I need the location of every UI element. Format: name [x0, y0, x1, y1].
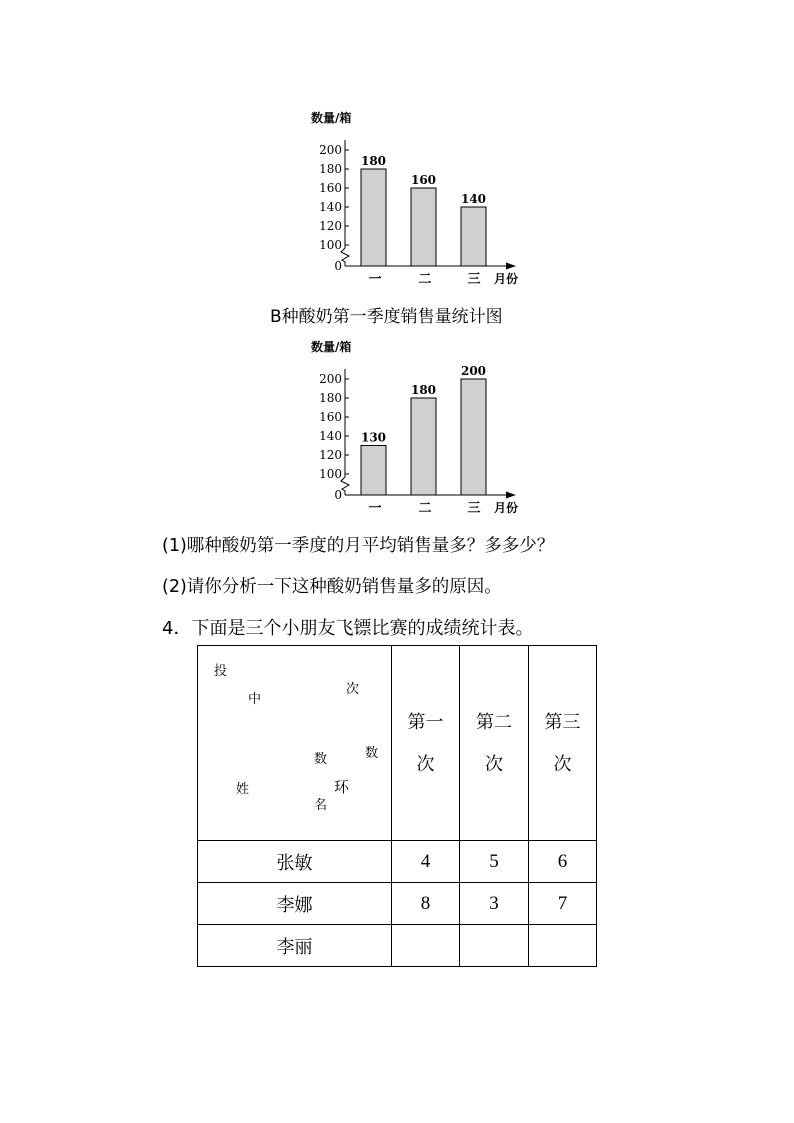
score-table [197, 645, 597, 967]
bar [461, 379, 486, 495]
header-2-line2: 次 [485, 754, 503, 775]
data-label: 200 [460, 364, 487, 378]
score-cell-empty [460, 925, 529, 967]
corner-label-shu2: 数 [365, 746, 379, 761]
y-tick-label: 200 [319, 372, 342, 386]
header-2-line1: 第二 [476, 712, 512, 733]
header-1-line1: 第一 [407, 712, 444, 733]
y-tick-label: 120 [319, 219, 342, 233]
header-1-line2: 次 [416, 754, 435, 775]
x-axis-arrow [506, 492, 516, 499]
y-axis-label: 数量/箱 [311, 340, 352, 354]
y-tick-label: 160 [319, 410, 342, 424]
corner-label-huan: 环 [334, 778, 350, 796]
table-row [198, 925, 597, 967]
bar [411, 398, 436, 495]
question-2: (2)请你分析一下这种酸奶销售量多的原因。 [162, 577, 502, 597]
data-label: 130 [360, 430, 387, 445]
x-axis-label: 月份 [494, 272, 519, 286]
name-cell: 张敏 [198, 841, 392, 883]
chart-b [0, 0, 794, 530]
name-cell: 李娜 [198, 883, 392, 925]
bar [361, 446, 386, 496]
y-tick-label: 0 [334, 488, 342, 502]
axis-break-mark [341, 477, 349, 495]
score-cell: 3 [460, 883, 529, 925]
corner-header-cell [198, 646, 392, 841]
y-tick-label: 100 [319, 238, 342, 252]
category-label: 二 [418, 272, 432, 287]
score-cell-empty [529, 925, 597, 967]
y-tick-label: 200 [319, 143, 342, 157]
y-tick-label: 140 [319, 429, 342, 443]
y-tick-label: 0 [334, 259, 342, 273]
name-cell: 李丽 [198, 925, 392, 967]
category-label: 三 [467, 501, 481, 516]
y-tick-label: 140 [319, 200, 342, 214]
problem-4-heading: 4．下面是三个小朋友飞镖比赛的成绩统计表。 [162, 618, 534, 639]
header-cell-2 [460, 646, 529, 841]
table-row [198, 883, 597, 925]
x-axis-label: 月份 [494, 501, 519, 515]
score-cell: 5 [460, 841, 529, 883]
data-label: 160 [410, 173, 437, 187]
corner-label-ci: 次 [346, 682, 360, 697]
corner-label-zhong: 中 [248, 692, 262, 707]
category-label: 三 [467, 272, 481, 287]
table-header-row [198, 646, 597, 841]
table-row [198, 841, 597, 883]
score-cell: 6 [529, 841, 597, 883]
chart-b-title: B种酸奶第一季度销售量统计图 [270, 307, 503, 327]
header-cell-1 [392, 646, 460, 841]
y-tick-label: 120 [319, 448, 342, 462]
corner-label-shu1: 数 [314, 752, 328, 767]
data-label: 180 [410, 383, 437, 397]
score-cell: 8 [392, 883, 460, 925]
y-tick-label: 180 [319, 391, 342, 405]
corner-label-tou: 投 [214, 664, 228, 679]
y-tick-label: 100 [319, 467, 342, 481]
corner-label-ming: 名 [314, 798, 328, 813]
corner-label-xing: 姓 [236, 782, 250, 797]
category-label: 二 [418, 501, 432, 516]
category-label: 一 [368, 272, 382, 287]
y-axis-label: 数量/箱 [311, 111, 352, 125]
y-tick-label: 180 [319, 162, 342, 176]
header-3-line2: 次 [553, 754, 572, 775]
score-cell: 7 [529, 883, 597, 925]
score-cell: 4 [392, 841, 460, 883]
header-3-line1: 第三 [544, 712, 581, 733]
y-tick-label: 160 [319, 181, 342, 195]
header-cell-3 [529, 646, 597, 841]
category-label: 一 [368, 501, 382, 516]
data-label: 140 [460, 192, 487, 206]
question-1: (1)哪种酸奶第一季度的月平均销售量多？多多少？ [162, 536, 555, 556]
data-label: 180 [360, 154, 387, 168]
score-cell-empty [392, 925, 460, 967]
